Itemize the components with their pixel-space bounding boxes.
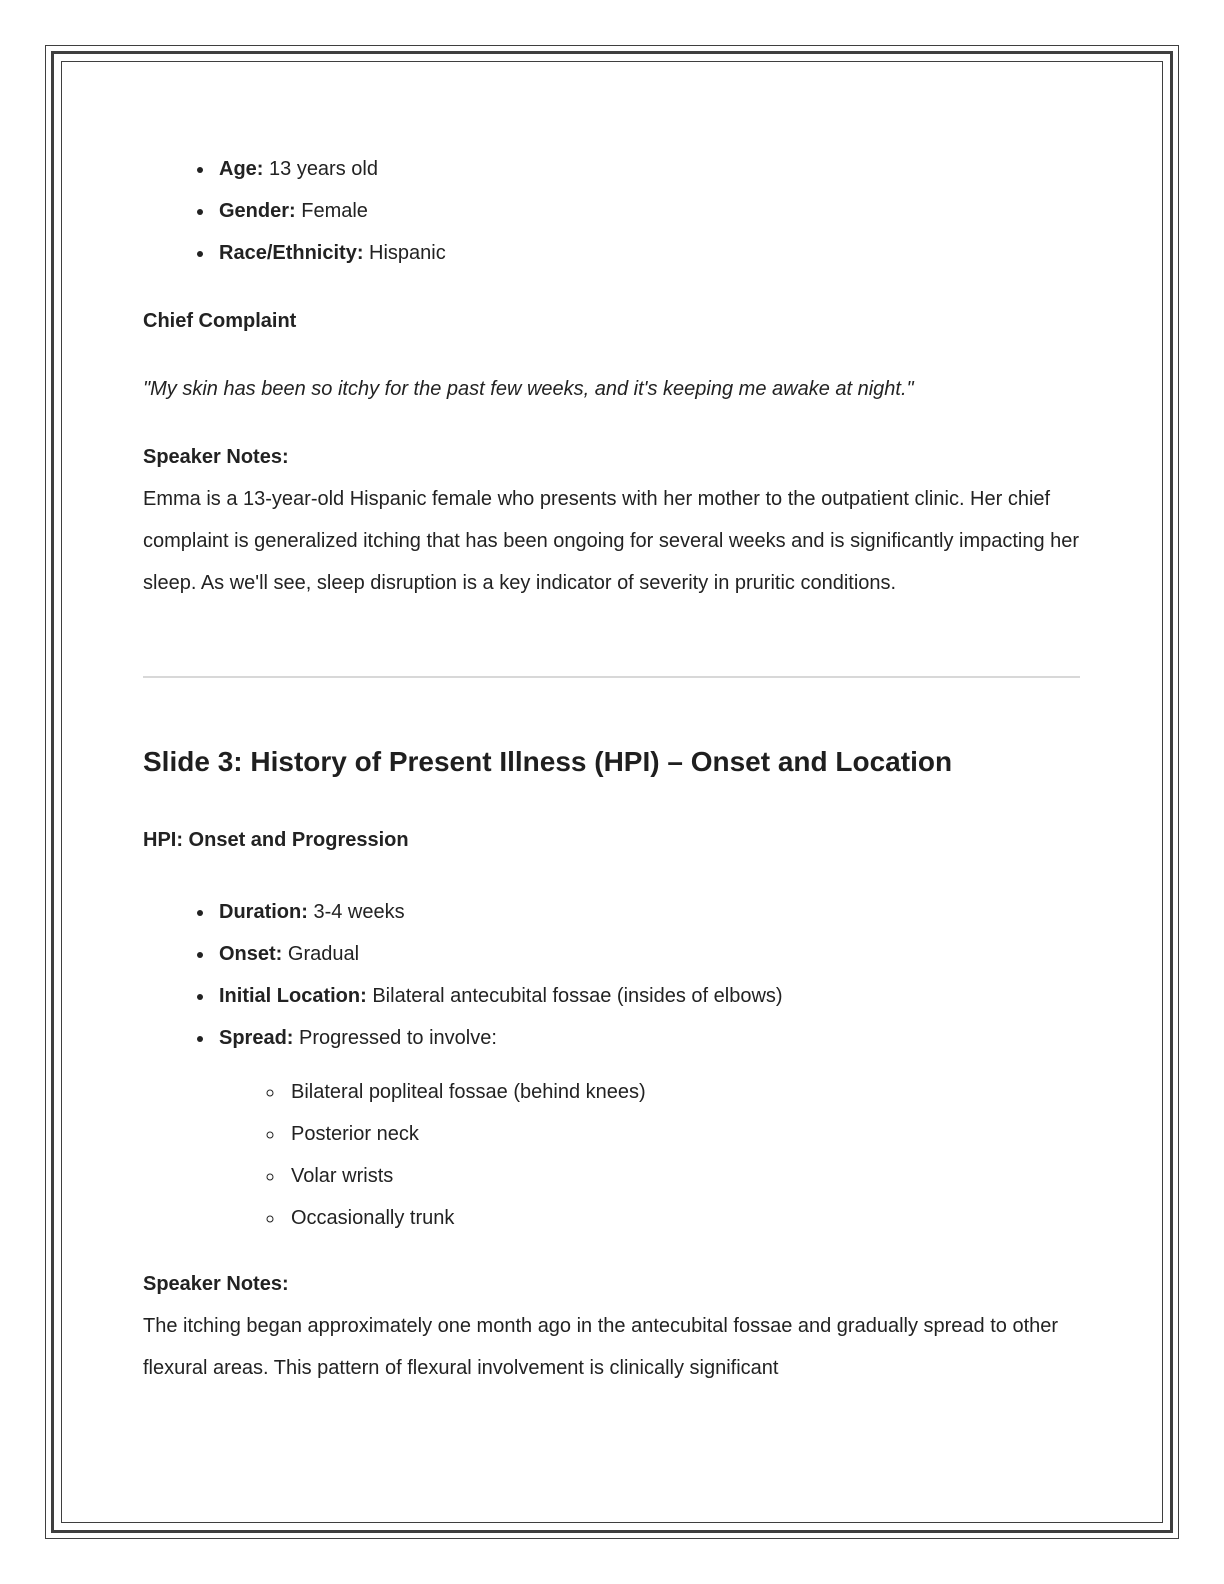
chief-complaint-heading: Chief Complaint — [143, 310, 297, 332]
item-label: Race/Ethnicity: — [219, 242, 364, 264]
list-item-duration — [215, 891, 1080, 933]
item-label: Duration: — [219, 901, 308, 923]
hpi-list — [143, 891, 1080, 1059]
item-label: Age: — [219, 158, 264, 180]
list-item-race — [215, 232, 1080, 274]
demographics-list — [143, 148, 1080, 274]
sub-item-trunk: ◦ Occasionally trunk — [285, 1197, 1080, 1239]
sub-item-wrists: ◦ Volar wrists — [285, 1155, 1080, 1197]
slide-3-title: Slide 3: History of Present Illness (HPI) – Onset and Location — [143, 746, 953, 777]
spread-sublist — [143, 1071, 1080, 1239]
item-label: Initial Location: — [219, 985, 367, 1007]
list-item-gender — [215, 190, 1080, 232]
document-content — [143, 148, 1080, 1389]
item-text: Gradual — [282, 943, 360, 965]
section-divider — [143, 676, 1080, 678]
list-item-onset — [215, 933, 1080, 975]
speaker-notes-heading-2: Speaker Notes: — [143, 1273, 289, 1295]
speaker-notes-body-1: Emma is a 13-year-old Hispanic female who presents with her mother to the outpatient clinic. Her chief complaint is generalized itching that has been ongoing for several weeks and is significantly impacting her sleep. As we'll see, sleep disruption is a key indicator of severity in pruritic conditions. — [143, 488, 1080, 594]
item-text: Female — [295, 200, 368, 222]
item-label: Spread: — [219, 1027, 294, 1049]
list-item-age — [215, 148, 1080, 190]
item-label: Gender: — [219, 200, 296, 222]
item-text: Hispanic — [363, 242, 446, 264]
sub-item-neck: ◦ Posterior neck — [285, 1113, 1080, 1155]
list-item-initial-location — [215, 975, 1080, 1017]
chief-complaint-quote: "My skin has been so itchy for the past few weeks, and it's keeping me awake at night." — [143, 378, 914, 400]
item-label: Onset: — [219, 943, 283, 965]
speaker-notes-heading-1: Speaker Notes: — [143, 446, 289, 468]
item-text: 3-4 weeks — [307, 901, 405, 923]
item-text: Bilateral antecubital fossae (insides of elbows) — [366, 985, 783, 1007]
hpi-heading: HPI: Onset and Progression — [143, 829, 409, 851]
item-text: 13 years old — [263, 158, 378, 180]
item-text: Progressed to involve: — [293, 1027, 497, 1049]
sub-item-popliteal: ◦ Bilateral popliteal fossae (behind knees) — [285, 1071, 1080, 1113]
list-item-spread — [215, 1017, 1080, 1059]
speaker-notes-body-2: The itching began approximately one month ago in the antecubital fossae and gradually spread to other flexural areas. This pattern of flexural involvement is clinically significant — [143, 1315, 1059, 1379]
